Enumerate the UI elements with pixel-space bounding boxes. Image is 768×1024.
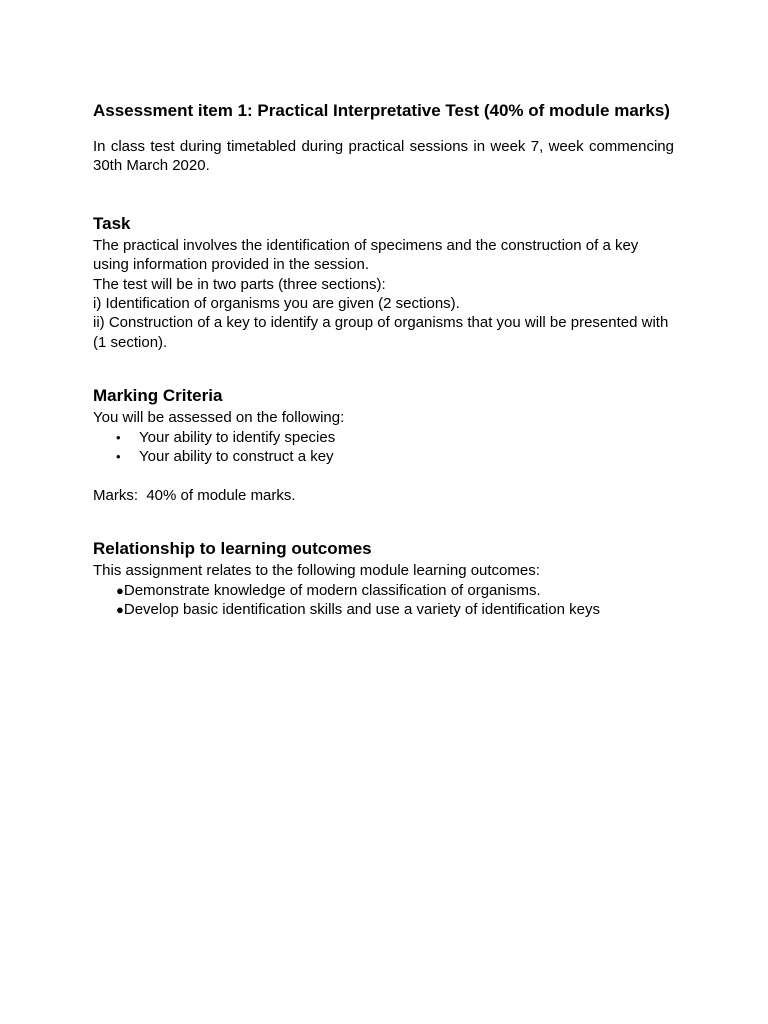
marking-criteria-list [93,428,674,467]
list-item [93,581,674,600]
list-item [93,428,674,447]
task-parts-intro: The test will be in two parts (three sections): [93,275,386,293]
bullet-icon: • [116,449,121,465]
learning-outcomes-section [93,539,674,619]
task-part-two: ii) Construction of a key to identify a group of organisms that you will be presented with (1 section). [93,314,669,351]
document-body [93,101,674,619]
marking-criteria-lead: You will be assessed on the following: [93,409,345,427]
list-item [93,447,674,466]
assessment-title: Assessment item 1: Practical Interpretative Test (40% of module marks) [93,101,670,120]
list-item-text: Develop basic identification skills and use a variety of identification keys [123,601,600,619]
list-item-text: Demonstrate knowledge of modern classification of organisms. [123,581,541,599]
marks-statement: Marks: 40% of module marks. [93,486,296,504]
learning-outcomes-lead: This assignment relates to the following module learning outcomes: [93,562,540,580]
spacer [93,466,674,485]
task-part-one: i) Identification of organisms you are given (2 sections). [93,295,460,313]
bullet-icon: ● [116,602,124,618]
list-item-text: Your ability to construct a key [139,448,334,466]
task-section [93,214,674,352]
bullet-icon: • [116,429,121,445]
marking-criteria-section [93,386,674,505]
intro-paragraph: In class test during timetabled during practical sessions in week 7, week commencing 30th March 2020. [93,138,674,175]
learning-outcomes-list [93,581,674,620]
list-item [93,600,674,619]
learning-outcomes-heading: Relationship to learning outcomes [93,539,372,559]
marking-criteria-heading: Marking Criteria [93,386,223,406]
bullet-icon: ● [116,582,124,598]
list-item-text: Your ability to identify species [139,428,336,446]
task-heading: Task [93,213,131,233]
task-description: The practical involves the identification of specimens and the construction of a key using information provided in the session. [93,236,639,274]
